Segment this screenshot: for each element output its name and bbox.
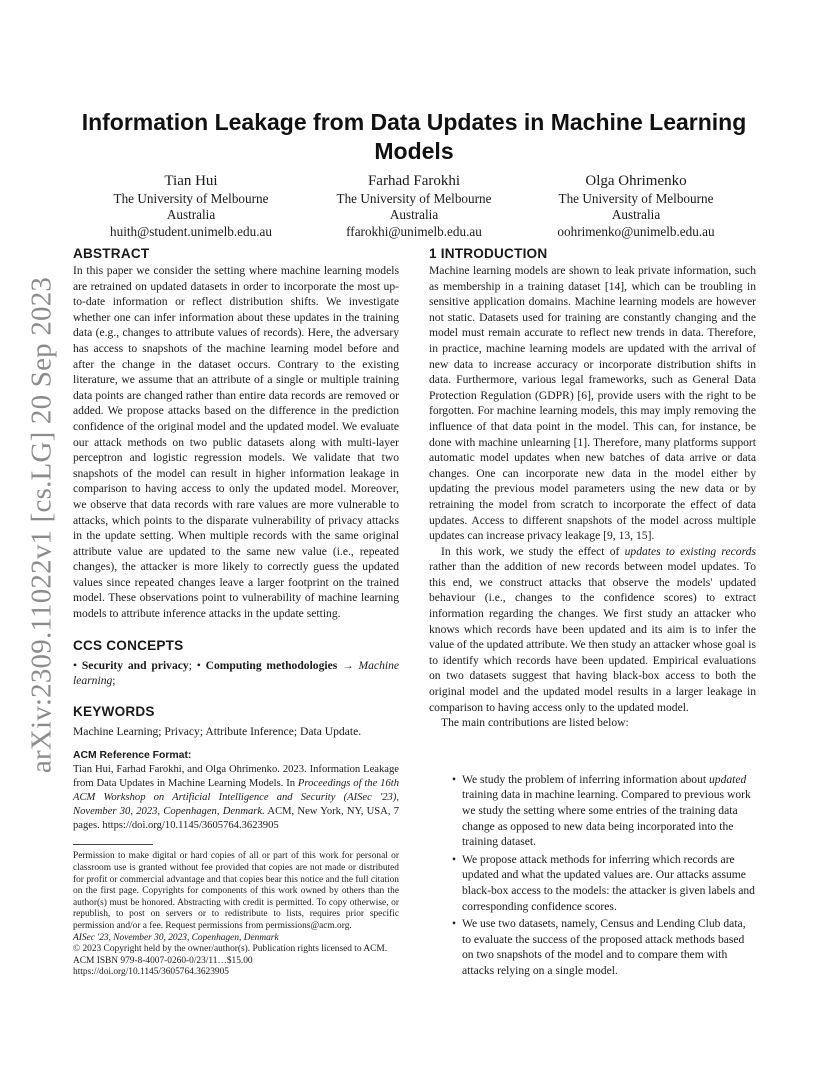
ccs-end: ; bbox=[112, 674, 116, 688]
acm-reference-text bbox=[73, 763, 399, 832]
author-name: Tian Hui bbox=[164, 173, 218, 189]
acm-reference-venue: Proceedings of the 16th ACM Workshop on Artificial Intelligence and Security (AISec '23), November 30, 2023, Copenhagen, Denmark. bbox=[73, 778, 399, 817]
paper-title: Information Leakage from Data Updates in Machine Learning Models bbox=[81, 109, 747, 164]
acm-reference-authors: Tian Hui, Farhad Farokhi, and Olga Ohrimenko. 2023. Information Leakage from Data Updates in Machine Learning Models. In bbox=[73, 764, 399, 790]
isbn-line: ACM ISBN 979-8-4007-0260-0/23/11…$15.00 bbox=[73, 955, 253, 966]
intro-heading: 1 INTRODUCTION bbox=[429, 246, 548, 261]
author-email[interactable]: oohrimenko@unimelb.edu.au bbox=[557, 223, 715, 239]
ccs-arrow: → bbox=[337, 658, 359, 672]
bullet-icon: • bbox=[452, 852, 457, 866]
acm-reference-heading: ACM Reference Format: bbox=[73, 750, 192, 762]
copyright-line: © 2023 Copyright held by the owner/author(s). Publication rights licensed to ACM. bbox=[73, 944, 388, 955]
author-email[interactable]: ffarokhi@unimelb.edu.au bbox=[346, 223, 482, 239]
permission-notice: Permission to make digital or hard copies of all or part of this work for personal or classroom use is granted without fee provided that copies are not made or distributed for profit or commercial advantage and that copies bear this notice and the full citation on the first page. Copyrights for components of this work owned by others than the author(s) must be honored. Abstracting with credit is permitted. To copy otherwise, or republish, to post on servers or to redistribute to lists, requires prior specific permission and/or a fee. Request permissions from permissions@acm.org. bbox=[73, 851, 399, 931]
author-block bbox=[304, 171, 524, 240]
contributions-list bbox=[429, 772, 756, 979]
ccs-subitem: Machine learning bbox=[73, 658, 400, 688]
author-country: Australia bbox=[166, 207, 216, 223]
footnote-rule bbox=[73, 844, 153, 845]
author-block bbox=[526, 171, 746, 240]
bullet-icon: • bbox=[452, 772, 457, 786]
left-column bbox=[73, 245, 399, 979]
intro-paragraph: Machine learning models are shown to leak private information, such as membership in a training dataset [14], which can be troubling in sensitive application domains. Machine learning models are however not static. Datasets used for training are constantly changing and the model must remain accurate to reflect new trends in data. Therefore, in practice, machine learning models are updated with the arrival of new data to increase accuracy or incorporate distribution shifts in data. Furthermore, various legal frameworks, such as General Data Protection Regulation (GDPR) [6], provide users with the right to be forgotten. For machine learning models, this may imply removing the influence of that data point in the model. This can, for instance, be done with machine unlearning [1]. Therefore, many platforms support automatic model updates when new batches of data arrive or data changes. One can incorporate new data in the model either by updating the previous model parameters using the new data or by retraining the model from scratch to incorporate the effect of data updates. Access to different snapshots of the model across multiple updates can increase privacy leakage [9, 13, 15]. bbox=[429, 264, 756, 543]
ccs-item: Security and privacy bbox=[81, 658, 189, 672]
author-affiliation: The University of Melbourne bbox=[336, 191, 492, 206]
author-name: Olga Ohrimenko bbox=[585, 173, 687, 189]
permission-venue: AISec '23, November 30, 2023, Copenhagen, Denmark bbox=[73, 932, 279, 943]
author-block bbox=[81, 171, 301, 240]
acm-reference-doi[interactable]: ACM, New York, NY, USA, 7 pages. https://doi.org/10.1145/3605764.3623905 bbox=[73, 805, 400, 831]
author-country: Australia bbox=[611, 207, 661, 223]
arxiv-stamp: arXiv:2309.11022v1 [cs.LG] 20 Sep 2023 bbox=[25, 276, 58, 774]
author-name: Farhad Farokhi bbox=[367, 173, 461, 189]
intro-paragraph: In this work, we study the effect of updates to existing records rather than the addition of new records between model updates. To this end, we construct attacks that observe the models' updated behaviour (i.e., changes to the confidence scores) to extract information regarding the changes. We first study an attacker who knows which records have been updated and its aim is to infer the value of the updated attribute. We then study an attacker whose goal is to identify which records have been updated. Empirical evaluations on two datasets suggest that having black-box access to both the original model and the updated model results in a larger leakage in comparison to having access only to the updated model. bbox=[429, 544, 756, 714]
ccs-heading: CCS CONCEPTS bbox=[73, 637, 184, 653]
author-affiliation: The University of Melbourne bbox=[113, 191, 269, 206]
ccs-concepts: • Security and privacy; • Computing methodologies → Machine learning; bbox=[73, 658, 400, 688]
doi-link[interactable]: https://doi.org/10.1145/3605764.3623905 bbox=[73, 967, 229, 978]
author-email[interactable]: huith@student.unimelb.edu.au bbox=[110, 223, 272, 239]
list-item: • We study the problem of inferring information about updated training data in machine learning. Compared to previous work we study the setting where some entries of the training data change as opposed to new data being incorporated into the training dataset. bbox=[452, 772, 751, 849]
ccs-item: Computing methodologies bbox=[205, 658, 338, 672]
intro-paragraph: The main contributions are listed below: bbox=[441, 716, 629, 730]
list-item: • We propose attack methods for inferring which records are updated and what the updated values are. Our attacks assume black-box access to the models: the attacker is given labels and corresponding confidence scores. bbox=[452, 852, 755, 913]
ccs-separator: ; • bbox=[188, 658, 206, 672]
list-item: • We use two datasets, namely, Census and Lending Club data, to evaluate the success of the proposed attack methods based on two snapshots of the model and to compare them with attacks relying on a single model. bbox=[452, 917, 746, 977]
author-country: Australia bbox=[389, 207, 439, 223]
bullet-icon: • bbox=[452, 917, 457, 931]
keywords-text: Machine Learning; Privacy; Attribute Inference; Data Update. bbox=[73, 724, 362, 738]
abstract-heading: ABSTRACT bbox=[73, 246, 150, 261]
keywords-heading: KEYWORDS bbox=[73, 703, 155, 719]
right-column bbox=[429, 245, 756, 981]
abstract-text: In this paper we consider the setting where machine learning models are retrained on updated datasets in order to incorporate the most up-to-date information or reflect distribution shifts. We investigate whether one can infer information about these updates in the training data (e.g., changes to attribute values of records). Here, the adversary has access to snapshots of the machine learning model before and after the change in the dataset occurs. Contrary to the existing literature, we assume that an attribute of a single or multiple training data points are changed rather than entire data records are removed or added. We propose attacks based on the difference in the prediction confidence of the original model and the updated model. We evaluate our attack methods on two public datasets along with multi-layer perceptron and logistic regression models. We validate that two snapshots of the model can result in higher information leakage in comparison to having access to only the updated model. Moreover, we observe that data records with rare values are more vulnerable to attacks, which points to the disparate vulnerability of privacy attacks in the update setting. When multiple records with the same original attribute value are updated to the same new value (i.e., repeated changes), the attacker is more likely to correctly guess the updated values since repeated changes leave a larger footprint on the trained model. These observations point to vulnerability of machine learning models to attribute inference attacks in the update setting. bbox=[73, 264, 399, 621]
author-affiliation: The University of Melbourne bbox=[558, 191, 714, 206]
